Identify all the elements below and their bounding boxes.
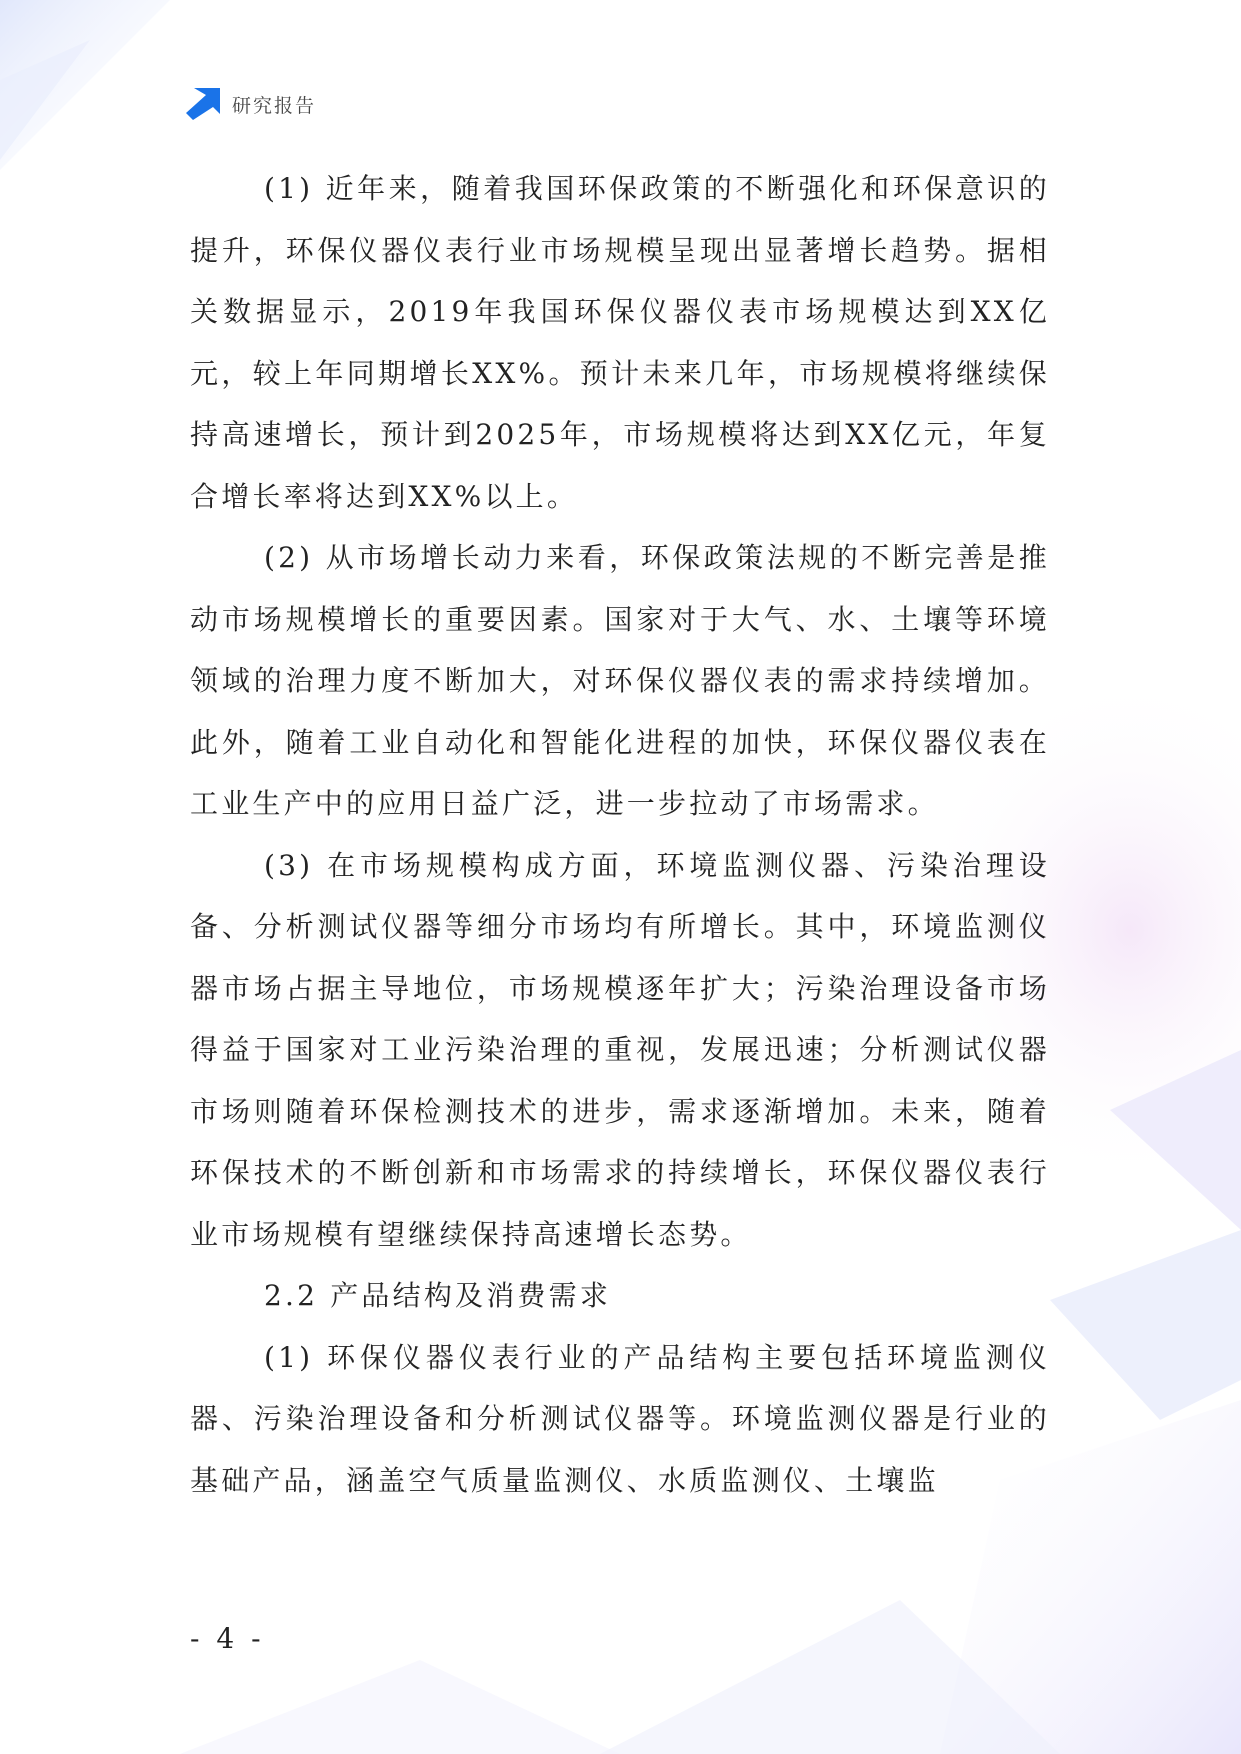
arrow-up-right-icon: [186, 88, 220, 120]
document-body: [190, 158, 1050, 1511]
header-title: 研究报告: [232, 94, 317, 117]
body-paragraph: (1) 环保仪器仪表行业的产品结构主要包括环境监测仪器、污染治理设备和分析测试仪器等。环境监测仪器是行业的基础产品，涵盖空气质量监测仪、水质监测仪、土壤监: [190, 1340, 1050, 1497]
body-paragraph: (3) 在市场规模构成方面，环境监测仪器、污染治理设备、分析测试仪器等细分市场均有所增长。其中，环境监测仪器市场占据主导地位，市场规模逐年扩大；污染治理设备市场得益于国家对工业污染治理的重视，发展迅速；分析测试仪器市场则随着环保检测技术的进步，需求逐渐增加。未来，随着环保技术的不断创新和市场需求的持续增长，环保仪器仪表行业市场规模有望继续保持高速增长态势。: [190, 848, 1050, 1251]
section-heading: 2.2 产品结构及消费需求: [264, 1279, 612, 1312]
page-number: - 4 -: [190, 1622, 265, 1655]
body-paragraph: (1) 近年来，随着我国环保政策的不断强化和环保意识的提升，环保仪器仪表行业市场规模呈现出显著增长趋势。据相关数据显示，2019年我国环保仪器仪表市场规模达到XX亿元，较上年同期增长XX%。预计未来几年，市场规模将继续保持高速增长，预计到2025年，市场规模将达到XX亿元，年复合增长率将达到XX%以上。: [190, 172, 1050, 513]
report-header: [186, 88, 316, 120]
body-paragraph: (2) 从市场增长动力来看，环保政策法规的不断完善是推动市场规模增长的重要因素。国家对于大气、水、土壤等环境领域的治理力度不断加大，对环保仪器仪表的需求持续增加。此外，随着工业自动化和智能化进程的加快，环保仪器仪表在工业生产中的应用日益广泛，进一步拉动了市场需求。: [190, 541, 1050, 820]
